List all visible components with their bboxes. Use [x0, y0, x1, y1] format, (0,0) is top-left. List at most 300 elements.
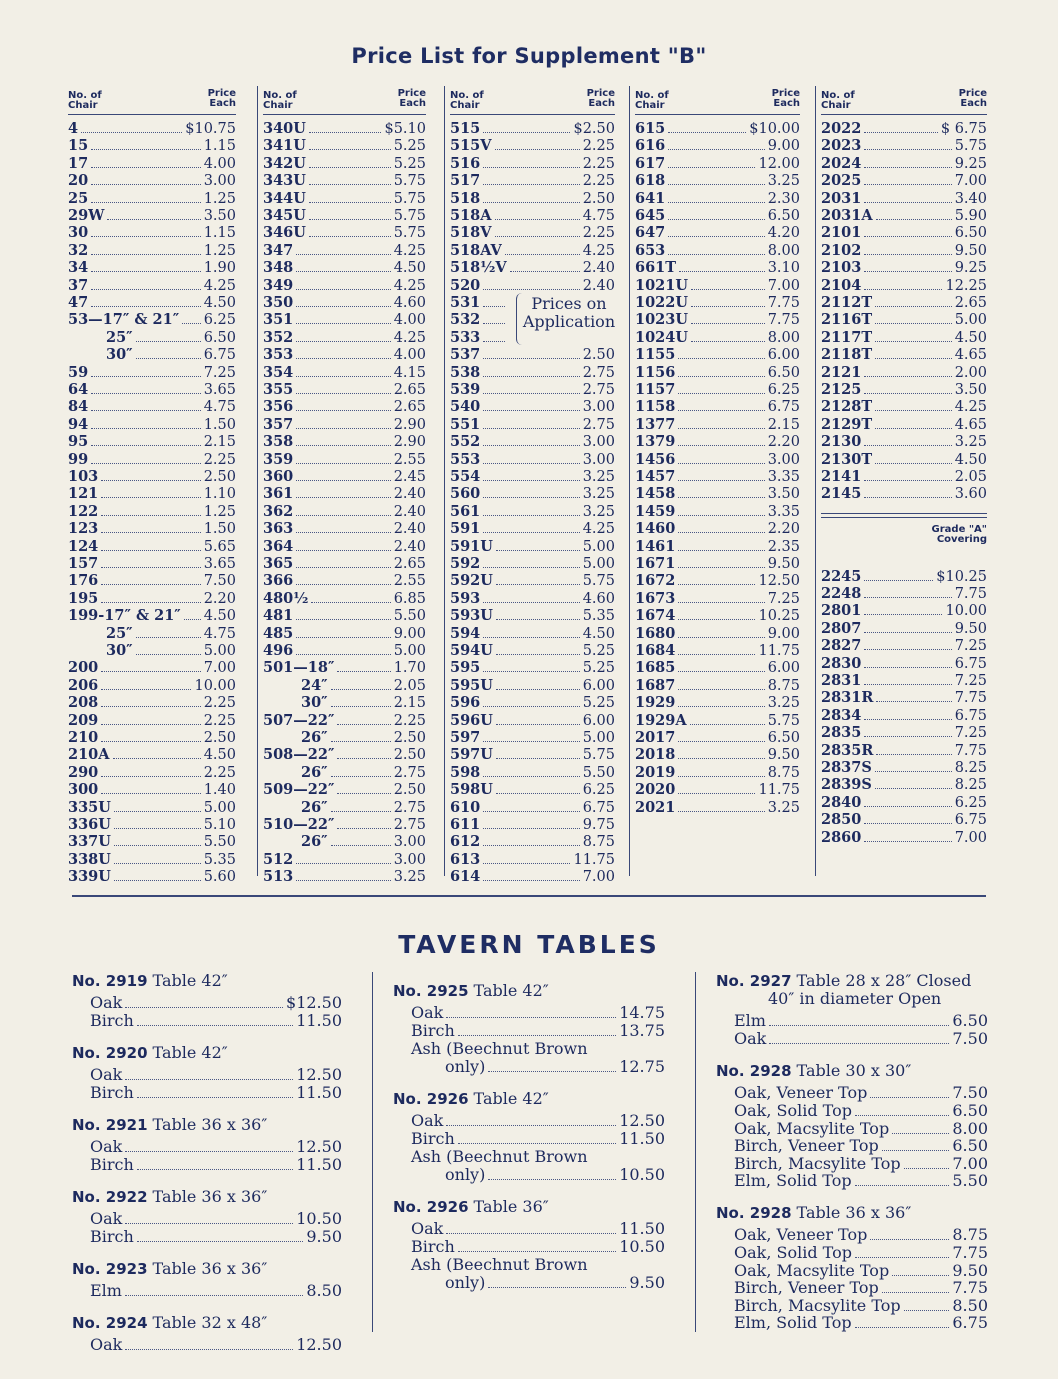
table-row	[821, 655, 987, 672]
leader-dots	[488, 1275, 626, 1288]
leader-dots	[296, 521, 390, 533]
table-item	[716, 1244, 988, 1262]
leader-dots	[678, 678, 764, 690]
chair-number: 17	[68, 154, 89, 172]
price: 4.50	[954, 451, 987, 468]
chair-number: 612	[450, 833, 481, 851]
price: 2.05	[954, 469, 987, 485]
chair-number: 24″	[301, 676, 328, 694]
table-row	[263, 729, 426, 746]
table-row	[68, 398, 236, 415]
grade-line1: Grade "A"	[931, 523, 987, 535]
price: 2.25	[203, 764, 236, 781]
price: 2.40	[393, 486, 426, 503]
chair-number: 94	[68, 415, 89, 433]
price: 4.50	[203, 747, 236, 764]
price: 4.75	[203, 625, 236, 642]
leader-dots	[483, 800, 579, 812]
price: $10.00	[749, 121, 800, 137]
chair-number: 641	[635, 189, 666, 207]
item-label: Ash (Beechnut Brown	[411, 1255, 588, 1274]
item-price: $12.50	[286, 993, 342, 1012]
leader-dots	[137, 1013, 293, 1026]
leader-dots	[101, 504, 200, 516]
leader-dots	[101, 660, 200, 672]
table-row	[450, 207, 615, 224]
chair-number: 1157	[635, 381, 676, 398]
table-row	[635, 642, 800, 659]
leader-dots	[483, 626, 579, 638]
leader-dots	[125, 995, 283, 1008]
table-description: Table 42″	[473, 981, 549, 1000]
leader-dots	[668, 138, 764, 150]
leader-dots	[483, 382, 579, 394]
leader-dots	[91, 225, 201, 237]
leader-dots	[864, 138, 951, 150]
price: 4.00	[393, 312, 426, 329]
table-row	[450, 694, 615, 711]
table-description: Table 30 x 30″	[796, 1061, 912, 1080]
price: 1.15	[203, 138, 236, 155]
price-header-line1: Price	[397, 88, 426, 99]
item-label: Oak, Veneer Top	[734, 1083, 868, 1102]
chair-number: 206	[68, 676, 99, 694]
table-row	[635, 503, 800, 520]
chair-number: 2130	[821, 433, 862, 451]
table-row	[68, 816, 236, 833]
leader-dots	[296, 504, 390, 516]
leader-dots	[483, 312, 505, 324]
table-item	[716, 1102, 988, 1120]
leader-dots	[864, 673, 951, 685]
leader-dots	[446, 1113, 616, 1126]
price: 6.75	[767, 399, 800, 416]
table-row	[68, 712, 236, 729]
price: 1.15	[203, 225, 236, 242]
chair-number: 2101	[821, 224, 862, 242]
leader-dots	[125, 1211, 293, 1224]
chair-header-label	[821, 91, 861, 111]
chair-number: 2021	[635, 798, 676, 816]
price: 5.75	[393, 190, 426, 207]
item-label: Oak, Macsylite Top	[734, 1260, 890, 1280]
chair-column-5	[815, 86, 987, 876]
table-number: No. 2921	[72, 1116, 148, 1134]
leader-dots	[296, 626, 390, 638]
chair-number: 560	[450, 485, 481, 503]
chair-number: 208	[68, 694, 99, 712]
leader-dots	[309, 156, 391, 168]
price: 6.50	[767, 364, 800, 381]
chair-number: 59	[68, 363, 89, 381]
chair-number: 645	[635, 207, 666, 224]
table-item	[393, 1058, 665, 1076]
table-description: Table 42″	[152, 971, 228, 990]
chair-number: 518A	[450, 207, 492, 224]
note-line1: Prices on	[531, 294, 607, 313]
chair-number: 515	[450, 120, 481, 137]
table-row	[263, 137, 426, 154]
chair-number: 335U	[68, 798, 111, 816]
chair-number: 598U	[450, 781, 493, 799]
leader-dots	[91, 434, 201, 446]
leader-dots	[483, 660, 579, 672]
leader-dots	[91, 399, 201, 411]
leader-dots	[483, 869, 579, 881]
price: 5.75	[582, 573, 615, 590]
table-row	[635, 555, 800, 572]
price: 3.00	[203, 173, 236, 190]
table-row	[263, 398, 426, 415]
table-row	[263, 485, 426, 502]
leader-dots	[91, 191, 201, 203]
leader-dots	[904, 1298, 950, 1311]
leader-dots	[483, 521, 579, 533]
chair-number: 362	[263, 502, 294, 520]
table-row	[635, 346, 800, 363]
price: 4.15	[393, 364, 426, 381]
chair-column-2	[257, 86, 426, 886]
price: 2.75	[582, 416, 615, 433]
leader-dots	[875, 760, 952, 772]
table-row	[635, 329, 800, 346]
leader-dots	[101, 782, 200, 794]
chair-number: 618	[635, 172, 666, 190]
item-label: Birch	[411, 1129, 455, 1148]
price: 6.25	[954, 794, 987, 811]
leader-dots	[331, 678, 391, 690]
table-row	[635, 538, 800, 555]
table-row	[635, 764, 800, 781]
table-row	[450, 277, 615, 294]
leader-dots	[496, 782, 580, 794]
item-price: 10.50	[619, 1237, 665, 1256]
chair-number: 2245	[821, 567, 862, 585]
leader-dots	[678, 660, 764, 672]
chair-number: 199-17″ & 21″	[68, 607, 181, 625]
table-row	[821, 724, 987, 741]
table-row	[821, 137, 987, 154]
chair-number: 354	[263, 363, 294, 381]
table-row	[263, 538, 426, 555]
leader-dots	[483, 504, 579, 516]
item-label: Oak	[90, 1335, 123, 1354]
price: 9.50	[767, 747, 800, 764]
price-header-line1: Price	[958, 88, 987, 99]
price: 5.25	[582, 660, 615, 677]
chair-number: 594	[450, 624, 481, 642]
leader-dots	[876, 690, 951, 702]
price: 2.25	[203, 451, 236, 468]
table-item	[72, 1336, 342, 1354]
table-row	[68, 207, 236, 224]
item-label: Oak	[90, 1209, 123, 1228]
table-heading	[716, 1204, 988, 1222]
table-row	[263, 172, 426, 189]
price: 2.50	[582, 190, 615, 207]
chair-number: 339U	[68, 868, 111, 886]
table-item	[393, 1274, 665, 1292]
table-number: No. 2920	[72, 1044, 148, 1062]
chair-number: 595U	[450, 676, 493, 694]
leader-dots	[495, 138, 580, 150]
price: 4.50	[393, 260, 426, 277]
leader-dots	[864, 191, 951, 203]
table-heading	[72, 1116, 342, 1134]
leader-dots	[483, 191, 579, 203]
chair-number: 1687	[635, 676, 676, 694]
price: 4.65	[954, 347, 987, 364]
table-number: No. 2925	[393, 982, 469, 1000]
price: 3.00	[393, 834, 426, 851]
price: 5.00	[582, 538, 615, 555]
price: $10.25	[936, 568, 987, 585]
price: 4.50	[582, 625, 615, 642]
chair-number: 1680	[635, 624, 676, 642]
leader-dots	[483, 417, 579, 429]
price: 2.25	[582, 155, 615, 172]
chair-number: 2129T	[821, 415, 873, 433]
item-label: Oak, Solid Top	[734, 1242, 852, 1262]
price: 8.75	[582, 834, 615, 851]
price: 7.75	[954, 690, 987, 707]
price: 5.00	[582, 556, 615, 572]
price: 5.75	[954, 138, 987, 155]
table-item	[393, 1148, 665, 1166]
leader-dots	[668, 121, 746, 133]
price: 2.50	[582, 347, 615, 364]
leader-dots	[81, 121, 182, 133]
leader-dots	[91, 417, 201, 429]
chair-header-label	[450, 91, 490, 111]
chair-number: 2121	[821, 363, 862, 381]
leader-dots	[296, 434, 390, 446]
chair-number: 352	[263, 328, 294, 346]
table-row	[635, 694, 800, 711]
leader-dots	[876, 743, 951, 755]
price: 9.50	[954, 242, 987, 259]
chair-header-line2: Chair	[635, 100, 665, 111]
price: 2.65	[393, 399, 426, 416]
table-row	[263, 572, 426, 589]
price-header-line2: Each	[773, 98, 800, 109]
table-row	[635, 659, 800, 676]
leader-dots	[882, 1138, 950, 1151]
leader-dots	[296, 347, 390, 359]
table-row	[68, 190, 236, 207]
leader-dots	[101, 556, 200, 568]
price: 3.40	[954, 190, 987, 207]
chair-number: 538	[450, 363, 481, 381]
chair-number: 359	[263, 450, 294, 468]
leader-dots	[678, 452, 764, 464]
table-row	[263, 712, 426, 729]
table-row	[450, 433, 615, 450]
price: 6.00	[767, 347, 800, 364]
table-row	[263, 329, 426, 346]
leader-dots	[296, 278, 390, 290]
chair-number: 596	[450, 694, 481, 712]
chair-number: 2839S	[821, 776, 872, 794]
leader-dots	[125, 1283, 303, 1296]
chair-number: 2031A	[821, 207, 873, 224]
price: 2.15	[393, 695, 426, 712]
leader-dots	[875, 330, 952, 342]
item-price: 11.50	[296, 1083, 342, 1102]
leader-dots	[864, 156, 951, 168]
leader-dots	[125, 1067, 293, 1080]
leader-dots	[496, 678, 580, 690]
leader-dots	[136, 643, 201, 655]
chair-number: 2827	[821, 637, 862, 655]
chair-number: 355	[263, 381, 294, 398]
table-item	[716, 1279, 988, 1297]
table-row	[450, 190, 615, 207]
leader-dots	[101, 486, 200, 498]
leader-dots	[505, 243, 580, 255]
chair-number: 513	[263, 868, 294, 886]
leader-dots	[483, 852, 570, 864]
price: 5.00	[203, 643, 236, 659]
price: 2.45	[393, 469, 426, 485]
table-number: No. 2926	[393, 1090, 469, 1108]
table-row	[68, 625, 236, 642]
leader-dots	[678, 591, 764, 603]
price: 5.50	[582, 764, 615, 781]
chair-number: 1156	[635, 363, 676, 381]
table-row	[450, 816, 615, 833]
price: 2.75	[582, 364, 615, 381]
table-description: Table 36 x 36″	[152, 1187, 268, 1206]
leader-dots	[855, 1315, 950, 1328]
chair-number: 338U	[68, 850, 111, 868]
table-number: No. 2923	[72, 1260, 148, 1278]
table-row	[263, 468, 426, 485]
chair-number: 1929	[635, 694, 676, 712]
chair-number: 195	[68, 589, 99, 607]
leader-dots	[864, 225, 951, 237]
price: 5.00	[203, 799, 236, 816]
table-item	[716, 1012, 988, 1030]
table-row	[450, 224, 615, 241]
chair-number: 1379	[635, 433, 676, 451]
item-price: 7.50	[952, 1083, 988, 1102]
leader-dots	[864, 121, 938, 133]
leader-dots	[855, 1103, 949, 1116]
price: 5.50	[393, 608, 426, 625]
chair-number: 2130T	[821, 450, 873, 468]
table-row	[263, 520, 426, 537]
price: 5.75	[767, 712, 800, 729]
leader-dots	[91, 278, 201, 290]
price: 7.25	[767, 590, 800, 607]
leader-dots	[91, 243, 201, 255]
price: 5.35	[203, 851, 236, 868]
table-row	[450, 781, 615, 798]
item-label: Oak	[90, 1065, 123, 1084]
table-row	[68, 520, 236, 537]
price: 4.20	[767, 225, 800, 242]
price-header-line2: Each	[209, 98, 236, 109]
chair-number: 2125	[821, 381, 862, 398]
table-row	[635, 572, 800, 589]
table-row	[68, 120, 236, 137]
leader-dots	[296, 330, 390, 342]
chair-header-line2: Chair	[263, 100, 293, 111]
leader-dots	[678, 608, 755, 620]
chair-number: 26″	[301, 798, 328, 816]
column-header	[263, 86, 426, 115]
table-row	[450, 572, 615, 589]
chair-number: 336U	[68, 816, 111, 833]
table-row	[450, 137, 615, 154]
price: 5.75	[393, 173, 426, 190]
price: 4.25	[203, 277, 236, 294]
leader-dots	[678, 539, 764, 551]
leader-dots	[875, 777, 952, 789]
leader-dots	[311, 591, 390, 603]
item-label: Oak, Macsylite Top	[734, 1118, 890, 1138]
leader-dots	[864, 586, 951, 598]
chair-number: 53—17″ & 21″	[68, 311, 180, 329]
leader-dots	[690, 713, 765, 725]
chair-number: 2104	[821, 276, 862, 294]
leader-dots	[691, 330, 765, 342]
price: 9.00	[767, 138, 800, 155]
leader-dots	[678, 626, 764, 638]
chair-number: 613	[450, 850, 481, 868]
table-row	[635, 468, 800, 485]
column-header	[450, 86, 615, 115]
table-description: Table 36″	[473, 1197, 549, 1216]
leader-dots	[296, 365, 390, 377]
table-row	[821, 120, 987, 137]
price: 8.25	[954, 759, 987, 776]
price: 9.00	[393, 625, 426, 642]
table-row	[263, 416, 426, 433]
leader-dots	[458, 1239, 616, 1252]
chair-header-label	[263, 91, 303, 111]
price: 10.00	[194, 677, 236, 694]
leader-dots	[337, 817, 390, 829]
table-heading	[72, 1188, 342, 1206]
leader-dots	[101, 730, 200, 742]
leader-dots	[91, 382, 201, 394]
table-number: No. 2922	[72, 1188, 148, 1206]
leader-dots	[101, 713, 200, 725]
chair-header-label	[68, 91, 108, 111]
table-row	[635, 120, 800, 137]
price-header-label	[947, 89, 987, 109]
chair-number: 15	[68, 137, 89, 155]
chair-number: 2837S	[821, 758, 872, 776]
chair-number: 537	[450, 346, 481, 364]
chair-number: 2023	[821, 137, 862, 155]
price: 2.75	[582, 382, 615, 398]
table-row	[635, 224, 800, 241]
table-row	[635, 137, 800, 154]
leader-dots	[864, 603, 942, 615]
chair-number: 364	[263, 537, 294, 555]
table-row	[263, 259, 426, 276]
chair-number: 501—18″	[263, 659, 335, 677]
table-row	[821, 346, 987, 363]
table-item	[393, 1022, 665, 1040]
table-description: Table 36 x 36″	[152, 1115, 268, 1134]
leader-dots	[331, 834, 391, 846]
leader-dots	[864, 708, 951, 720]
item-label: Birch	[411, 1237, 455, 1256]
